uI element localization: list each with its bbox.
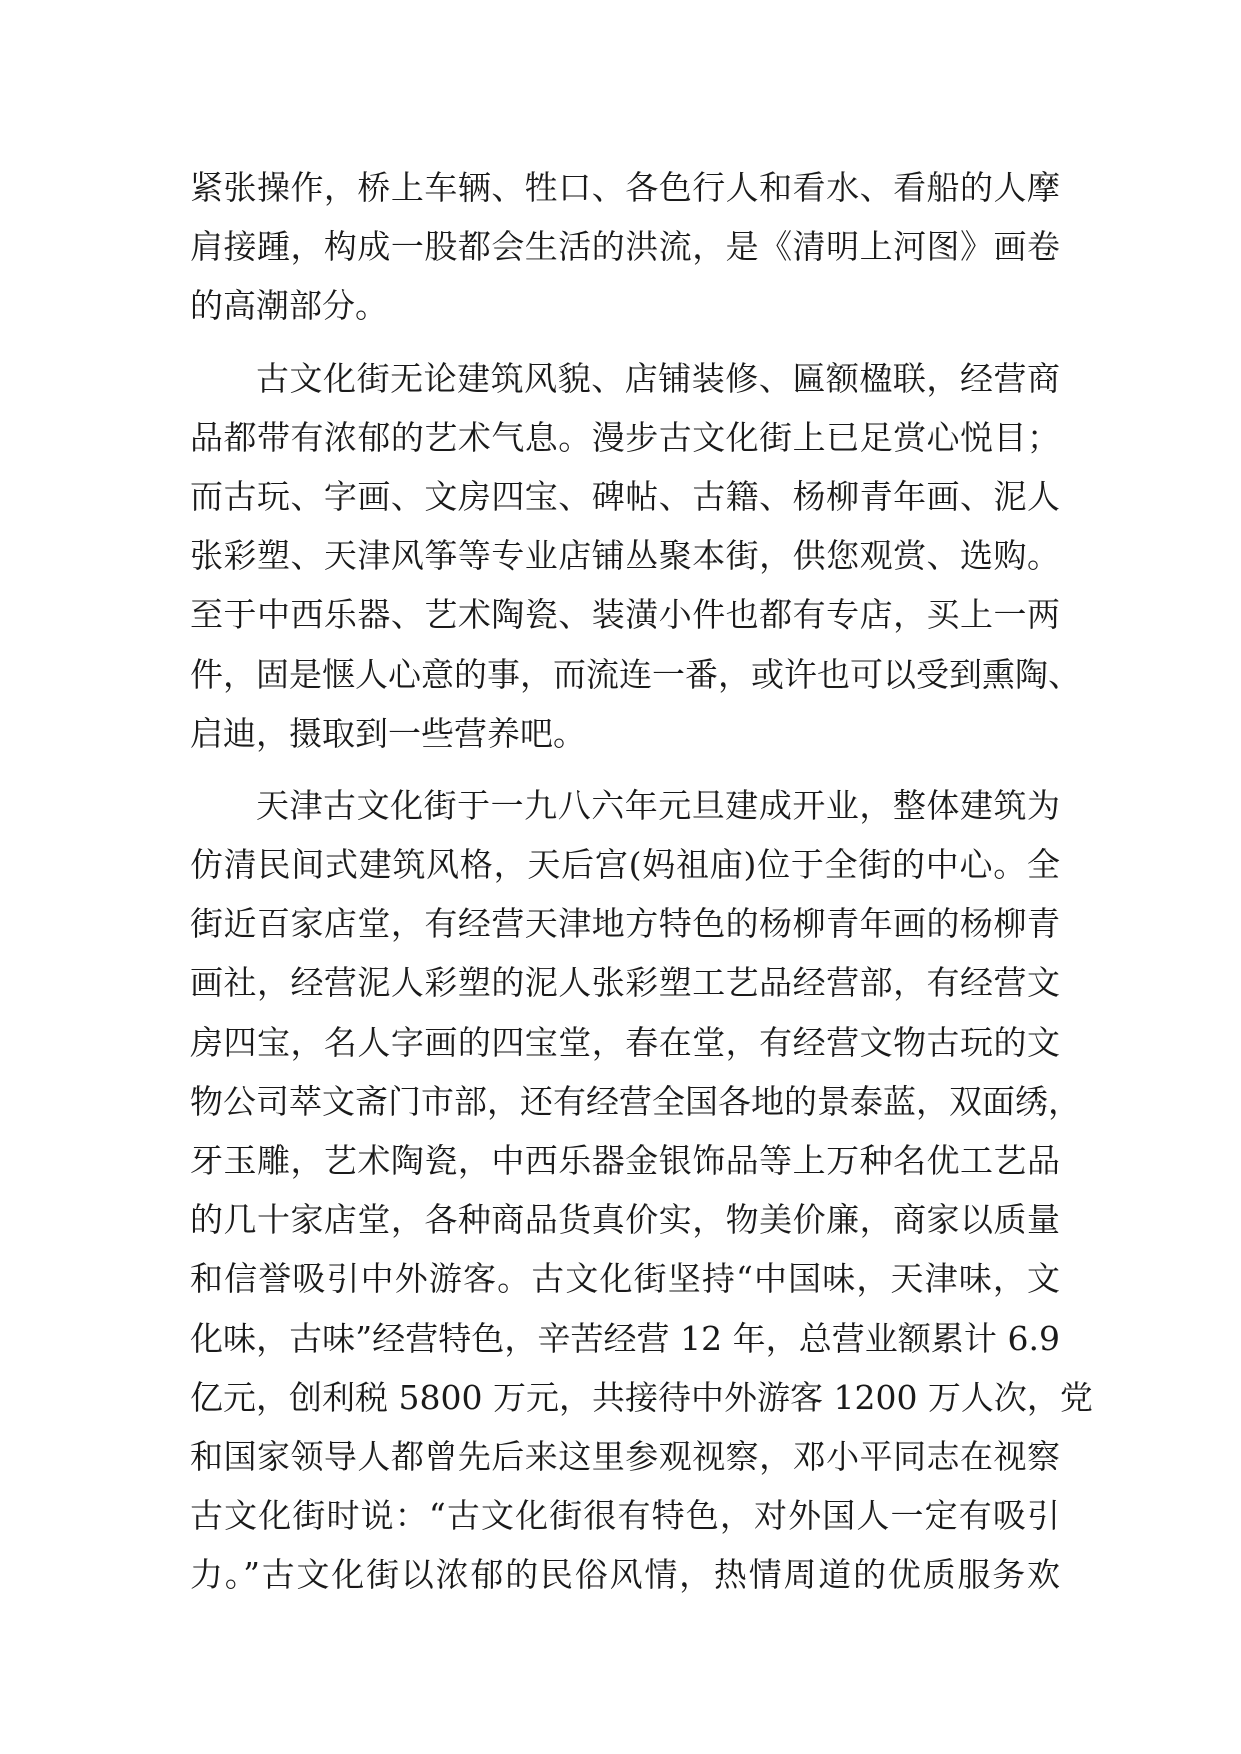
paragraph-line: 画社，经营泥人彩塑的泥人张彩塑工艺品经营部，有经营文 xyxy=(190,963,1060,1003)
paragraph-line: 天津古文化街于一九八六年元旦建成开业，整体建筑为 xyxy=(256,785,1060,825)
paragraph-line: 和国家领导人都曾先后来这里参观视察，邓小平同志在视察 xyxy=(190,1436,1060,1476)
paragraph-line: 肩接踵，构成一股都会生活的洪流，是《清明上河图》画卷 xyxy=(190,227,1060,267)
paragraph-line: 而古玩、字画、文房四宝、碑帖、古籍、杨柳青年画、泥人 xyxy=(190,476,1060,516)
paragraph-line: 亿元，创利税 5800 万元，共接待中外游客 1200 万人次，党 xyxy=(190,1377,1093,1417)
paragraph-line: 化味，古味”经营特色，辛苦经营 12 年，总营业额累计 6.9 xyxy=(190,1318,1060,1358)
paragraph-line: 的几十家店堂，各种商品货真价实，物美价廉，商家以质量 xyxy=(190,1200,1060,1240)
paragraph-line: 件，固是惬人心意的事，而流连一番，或许也可以受到熏陶、 xyxy=(190,654,1081,694)
paragraph-line: 古文化街无论建筑风貌、店铺装修、匾额楹联，经营商 xyxy=(256,358,1060,398)
paragraph-line: 张彩塑、天津风筝等专业店铺丛聚本街，供您观赏、选购。 xyxy=(190,536,1060,576)
paragraph-line: 房四宝，名人字画的四宝堂，春在堂，有经营文物古玩的文 xyxy=(190,1022,1060,1062)
paragraph-3 xyxy=(190,776,1093,1605)
paragraph-line: 仿清民间式建筑风格，天后宫(妈祖庙)位于全街的中心。全 xyxy=(190,845,1060,885)
paragraph-line: 街近百家店堂，有经营天津地方特色的杨柳青年画的杨柳青 xyxy=(190,904,1060,944)
paragraph-line: 启迪，摄取到一些营养吧。 xyxy=(190,713,586,753)
paragraph-2 xyxy=(190,349,1081,763)
paragraph-line: 牙玉雕，艺术陶瓷，中西乐器金银饰品等上万种名优工艺品 xyxy=(190,1141,1060,1180)
paragraph-1 xyxy=(190,158,1060,336)
document-body xyxy=(190,158,1093,1605)
paragraph-line: 力。”古文化街以浓郁的民俗风情，热情周道的优质服务欢 xyxy=(190,1555,1060,1595)
paragraph-line: 紧张操作，桥上车辆、牲口、各色行人和看水、看船的人摩 xyxy=(190,168,1060,207)
paragraph-line: 古文化街时说：“古文化街很有特色，对外国人一定有吸引 xyxy=(190,1496,1060,1536)
paragraph-line: 物公司萃文斋门市部，还有经营全国各地的景泰蓝，双面绣， xyxy=(190,1081,1081,1121)
paragraph-line: 至于中西乐器、艺术陶瓷、装潢小件也都有专店，买上一两 xyxy=(190,595,1060,635)
paragraph-line: 和信誉吸引中外游客。古文化街坚持“中国味，天津味，文 xyxy=(190,1259,1060,1299)
paragraph-line: 品都带有浓郁的艺术气息。漫步古文化街上已足赏心悦目； xyxy=(190,417,1060,457)
paragraph-line: 的高潮部分。 xyxy=(190,286,388,326)
